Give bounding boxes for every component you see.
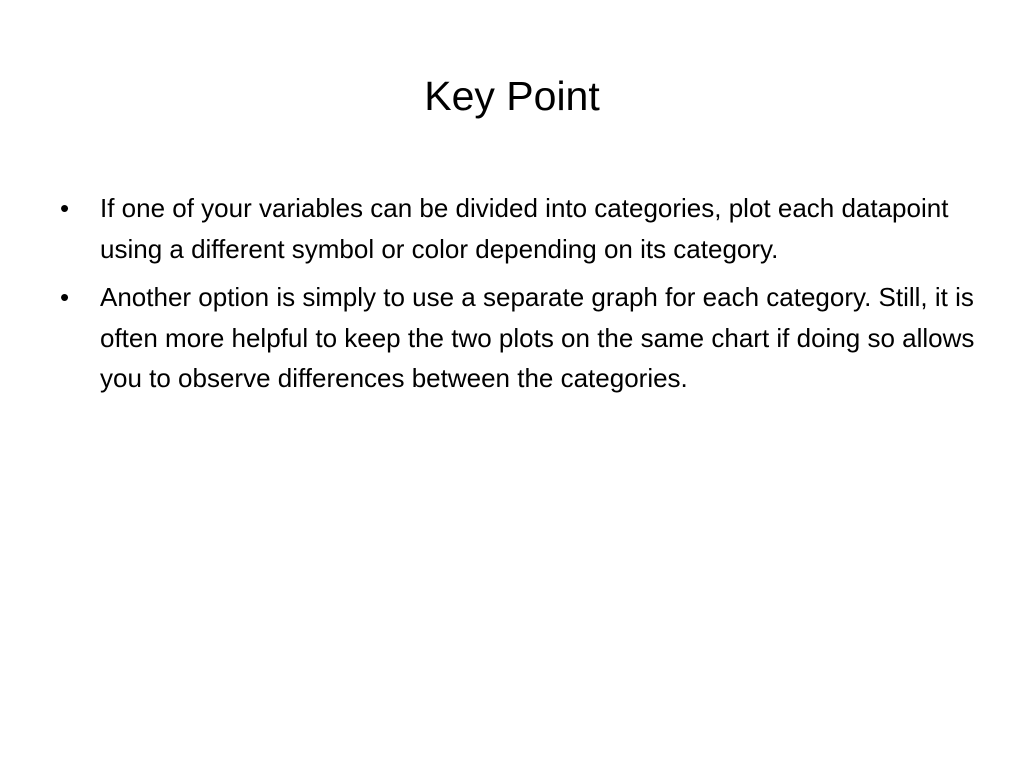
bullet-item-separate-graph bbox=[58, 277, 978, 399]
bullet-text: Another option is simply to use a separate graph for each category. Still, it is often more helpful to keep the two plots on the same chart if doing so allows you to observe differences between the categories. bbox=[100, 282, 975, 393]
bullet-icon: • bbox=[60, 193, 70, 223]
bullet-text: If one of your variables can be divided into categories, plot each datapoint using a different symbol or color depending on its category. bbox=[100, 193, 949, 264]
bullet-item-categories bbox=[58, 188, 978, 269]
bullet-list bbox=[58, 188, 978, 407]
slide-title: Key Point bbox=[424, 73, 600, 119]
bullet-icon: • bbox=[60, 282, 70, 312]
